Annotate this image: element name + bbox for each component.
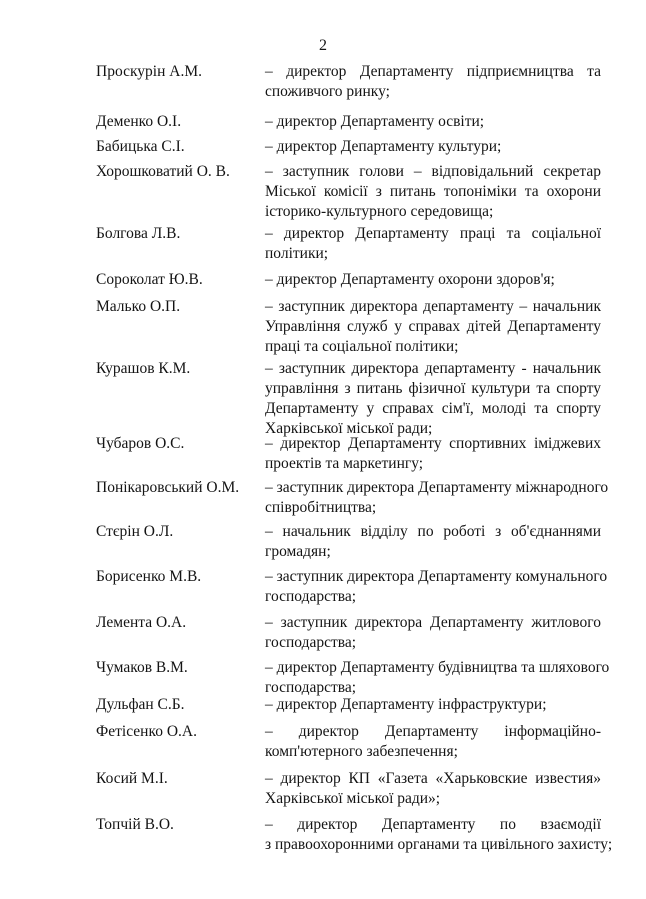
member-position — [265, 478, 609, 518]
position-line: Управління служб у справах дітей Департаменту — [265, 318, 601, 335]
position-line: господарства; — [265, 679, 357, 696]
position-line: управління з питань фізичної культури та спорту — [265, 380, 601, 397]
member-position — [265, 815, 613, 855]
member-position — [265, 62, 601, 102]
position-line: – заступник директора Департаменту комунального — [265, 568, 608, 585]
position-line: політики; — [265, 245, 329, 262]
member-name: Дульфан С.Б. — [96, 696, 185, 713]
member-name: Курашов К.М. — [96, 360, 191, 377]
position-line: – заступник директора департаменту – начальник — [265, 298, 601, 315]
member-name: Понікаровський О.М. — [96, 479, 240, 496]
member-position — [265, 224, 601, 264]
member-position — [265, 162, 601, 222]
member-name: Хорошковатий О. В. — [96, 163, 230, 180]
position-line: – заступник директора Департаменту житлового — [265, 614, 601, 631]
member-position — [265, 722, 601, 762]
member-name: Фетісенко О.А. — [96, 723, 197, 740]
position-line: – директор Департаменту підприємництва та — [265, 63, 601, 80]
position-line: проектів та маркетингу; — [265, 455, 424, 472]
member-name: Лемента О.А. — [96, 614, 187, 631]
member-position — [265, 658, 610, 698]
position-line: співробітництва; — [265, 499, 377, 516]
member-name: Косий М.І. — [96, 770, 168, 787]
member-name: Деменко О.І. — [96, 113, 182, 130]
position-line: – директор Департаменту інформаційно- — [265, 723, 601, 740]
member-name: Борисенко М.В. — [96, 568, 202, 585]
member-name: Проскурін А.М. — [96, 63, 202, 80]
position-line: Харківської міської ради»; — [265, 790, 441, 807]
position-line: – директор Департаменту охорони здоров'я; — [265, 271, 555, 288]
member-position — [265, 297, 601, 357]
position-line: – директор Департаменту праці та соціальної — [265, 225, 601, 242]
position-line: – директор Департаменту інфраструктури; — [265, 696, 547, 713]
member-name: Малько О.П. — [96, 298, 181, 315]
member-position — [265, 695, 601, 715]
member-position — [265, 522, 601, 562]
member-name: Сороколат Ю.В. — [96, 271, 203, 288]
member-position — [265, 567, 608, 607]
position-line: – заступник директора департаменту - начальник — [265, 360, 601, 377]
position-line: праці та соціальної політики; — [265, 338, 459, 355]
position-line: комп'ютерного забезпечення; — [265, 743, 458, 760]
member-position — [265, 434, 601, 474]
position-line: з правоохоронними органами та цивільного захисту; — [265, 836, 613, 853]
member-position — [265, 769, 601, 809]
member-name: Топчій В.О. — [96, 816, 174, 833]
position-line: – директор Департаменту культури; — [265, 138, 502, 155]
position-line: Харківської міської ради; — [265, 420, 433, 437]
member-position — [265, 613, 601, 653]
position-line: – директор Департаменту спортивних іміджевих — [265, 435, 601, 452]
page-number: 2 — [319, 37, 327, 54]
position-line: споживчого ринку; — [265, 83, 390, 100]
member-name: Бабицька С.І. — [96, 138, 185, 155]
position-line: господарства; — [265, 634, 357, 651]
member-position — [265, 359, 601, 439]
member-name: Болгова Л.В. — [96, 225, 181, 242]
member-name: Чубаров О.С. — [96, 435, 185, 452]
position-line: історико-культурного середовища; — [265, 203, 494, 220]
position-line: Міської комісії з питань топоніміки та охорони — [265, 183, 601, 200]
position-line: – директор Департаменту освіти; — [265, 113, 485, 130]
position-line: – директор Департаменту будівництва та шляхового — [265, 659, 610, 676]
member-name: Стєрін О.Л. — [96, 523, 174, 540]
member-name: Чумаков В.М. — [96, 659, 188, 676]
position-line: господарства; — [265, 588, 357, 605]
member-position — [265, 270, 601, 290]
position-line: – директор Департаменту по взаємодії — [265, 816, 601, 833]
position-line: – директор КП «Газета «Харьковские известия» — [265, 770, 601, 787]
position-line: – начальник відділу по роботі з об'єднаннями — [265, 523, 601, 540]
member-position — [265, 112, 601, 132]
position-line: – заступник голови – відповідальний секретар — [265, 163, 601, 180]
position-line: Департаменту у справах сім'ї, молоді та спорту — [265, 400, 601, 417]
position-line: – заступник директора Департаменту міжнародного — [265, 479, 609, 496]
member-position — [265, 137, 601, 157]
position-line: громадян; — [265, 543, 331, 560]
